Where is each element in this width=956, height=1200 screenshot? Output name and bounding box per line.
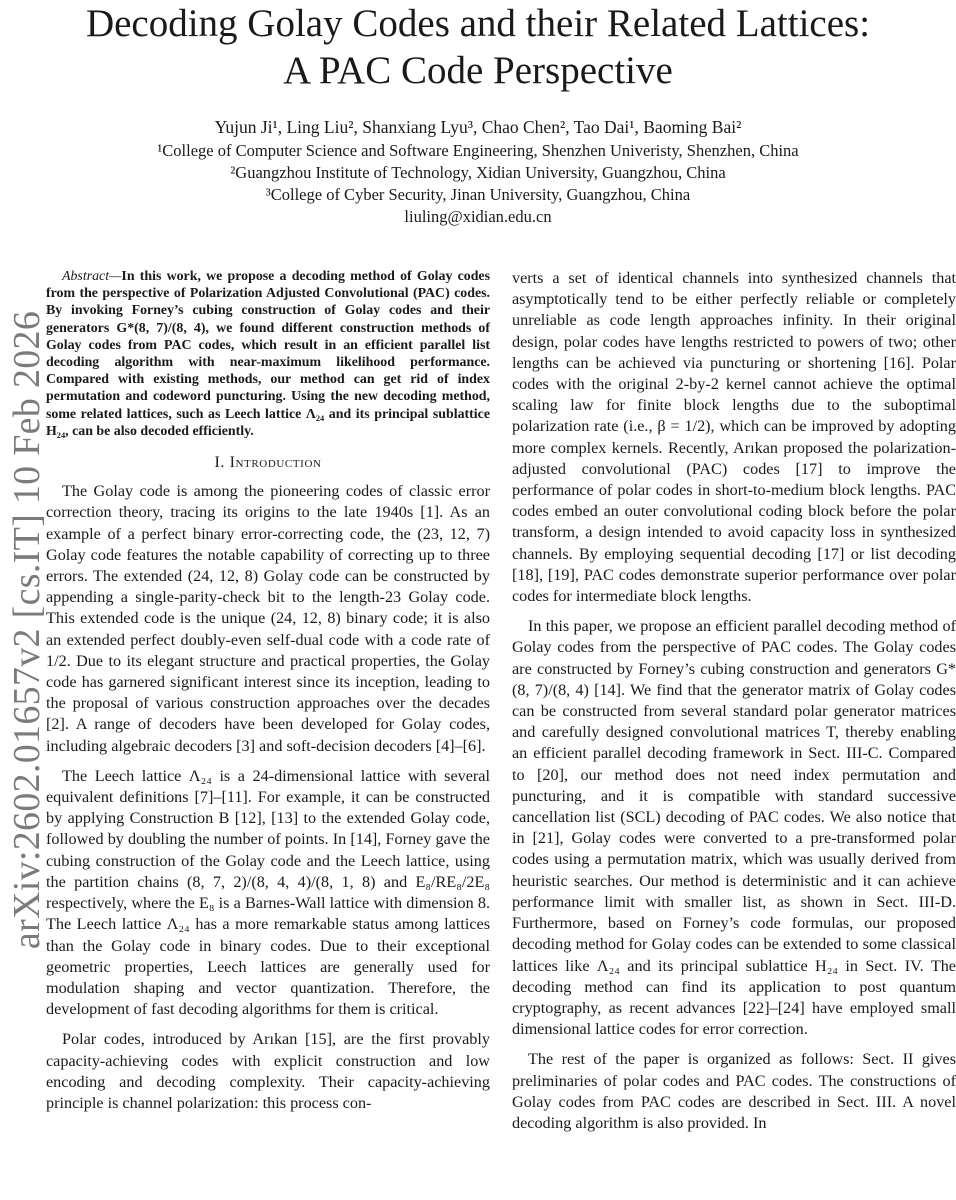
intro-paragraph-4: In this paper, we propose an efficient parallel decoding method of Golay codes from the perspective of PAC codes. The Golay codes are constructed by Forney’s cubing construction and generators G*(8, 7)/(8, 4) [14]. We find that the generator matrix of Golay codes can be constructed from several standard polar generator matrices and carefully designed convolutional matrices T, thereby enabling an efficient parallel decoding framework in Sect. III-C. Compared to [20], our method does not need index permutation and puncturing, and it is compatible with standard successive cancellation list (SCL) decoding of PAC codes. We also notice that in [21], Golay codes were converted to a pre-transformed polar codes using a permutation matrix, which was usually derived from heuristic searches. Our method is deterministic and it can achieve performance limit with smaller list, as shown in Sect. III-D. Furthermore, based on Forney’s code formulas, our proposed decoding method for Golay codes can be extended to some classical lattices like Λ₂₄ and its principal sublattice H₂₄ in Sect. IV. The decoding method can find its application to post quantum cryptography, as recent advances [22]–[24] have employed small dimensional lattice codes for error correction. (512, 617, 956, 1039)
intro-paragraph-2: The Leech lattice Λ₂₄ is a 24-dimensional lattice with several equivalent definitions [7]–[11]. For example, it can be constructed by applying Construction B [12], [13] to the extended Golay code, followed by doubling the number of points. In [14], Forney gave the cubing construction of the Golay code and the Leech lattice, using the partition chains (8, 7, 2)/(8, 4, 4)/(8, 1, 8) and E₈/RE₈/2E₈ respectively, where the E₈ is a Barnes-Wall lattice with dimension 8. The Leech lattice Λ₂₄ has a more remarkable status among lattices than the Golay code in binary codes. Due to their exceptional geometric properties, Leech lattices are generally used for modulation shaping and vector quantization. Therefore, the development of fast decoding algorithms for them is critical. (46, 766, 490, 1019)
abstract-lead: Abstract— (62, 269, 122, 284)
right-column (512, 268, 956, 1134)
affiliation-2: ²Guangzhou Institute of Technology, Xidian University, Guangzhou, China (230, 163, 726, 182)
affiliation-1: ¹College of Computer Science and Software Engineering, Shenzhen Univeristy, Shenzhen, China (157, 141, 799, 160)
affiliation-3: ³College of Cyber Security, Jinan University, Guangzhou, China (265, 185, 691, 204)
intro-paragraph-1: The Golay code is among the pioneering codes of classic error correction theory, tracing its origins to the late 1940s [1]. As an example of a perfect binary error-correcting code, the (23, 12, 7) Golay code features the notable capability of correcting up to three errors. The extended (24, 12, 8) Golay code can be constructed by appending a single-parity-check bit to the length-23 Golay code. This extended code is the unique (24, 12, 8) binary code; it is also an extended perfect doubly-even self-dual code with a code rate of 1/2. Due to its elegant structure and practical properties, the Golay code has garnered significant interest since its inception, leading to the proposal of various construction approaches over the decades [2]. A range of decoders have been developed for Golay codes, including algebraic decoders [3] and soft-decision decoders [4]–[6]. (46, 482, 490, 755)
paper-title-line-1: Decoding Golay Codes and their Related Lattices: (85, 2, 871, 45)
section-heading-introduction: I. Introduction (214, 454, 322, 472)
arxiv-stamp: arXiv:2602.01657v2 [cs.IT] 10 Feb 2026 (6, 310, 48, 950)
contact-email: liuling@xidian.edu.cn (404, 207, 552, 226)
paper-title (0, 0, 956, 94)
paper-title-line-2: A PAC Code Perspective (283, 49, 673, 92)
left-column (46, 268, 490, 1114)
intro-paragraph-5: The rest of the paper is organized as follows: Sect. II gives preliminaries of polar codes and PAC codes. The constructions of Golay codes from PAC codes are described in Sect. III. A novel decoding algorithm is also provided. In (512, 1050, 956, 1132)
author-list: Yujun Ji¹, Ling Liu², Shanxiang Lyu³, Chao Chen², Tao Dai¹, Baoming Bai² (214, 117, 742, 137)
intro-paragraph-3-continued: verts a set of identical channels into synthesized channels that asymptotically tend to be either perfectly reliable or completely unreliable as code length approaches infinity. In their original design, polar codes have lengths restricted to powers of two; other lengths can be achieved via puncturing or shortening [16]. Polar codes with the original 2-by-2 kernel cannot achieve the optimal scaling law for finite block lengths due to the suboptimal polarization rate (i.e., β = 1/2), which can be improved by adopting more complex kernels. Recently, Arıkan proposed the polarization-adjusted convolutional (PAC) codes [17] to improve the performance of polar codes in short-to-medium block lengths. PAC codes embed an outer convolutional coding block before the polar transform, a design intended to avoid capacity loss in synthesized channels. By employing sequential decoding [17] or list decoding [18], [19], PAC codes demonstrate superior performance over polar codes for intermediate block lengths. (512, 269, 956, 606)
intro-paragraph-3: Polar codes, introduced by Arıkan [15], are the first provably capacity-achieving codes with explicit construction and low encoding and decoding complexity. Their capacity-achieving principle is channel polarization: this process con- (46, 1030, 490, 1112)
abstract-text: In this work, we propose a decoding method of Golay codes from the perspective of Polarization Adjusted Convolutional (PAC) codes. By invoking Forney’s cubing construction of Golay codes and their generators G*(8, 7)/(8, 4), we found different construction methods of Golay codes from PAC codes, which result in an efficient parallel list decoding algorithm with near-maximum likelihood performance. Compared with existing methods, our method can get rid of index permutation and codeword puncturing. Using the new decoding method, some related lattices, such as Leech lattice Λ₂₄ and its principal sublattice H₂₄, can be also decoded efficiently. (46, 269, 490, 439)
abstract (46, 268, 490, 440)
